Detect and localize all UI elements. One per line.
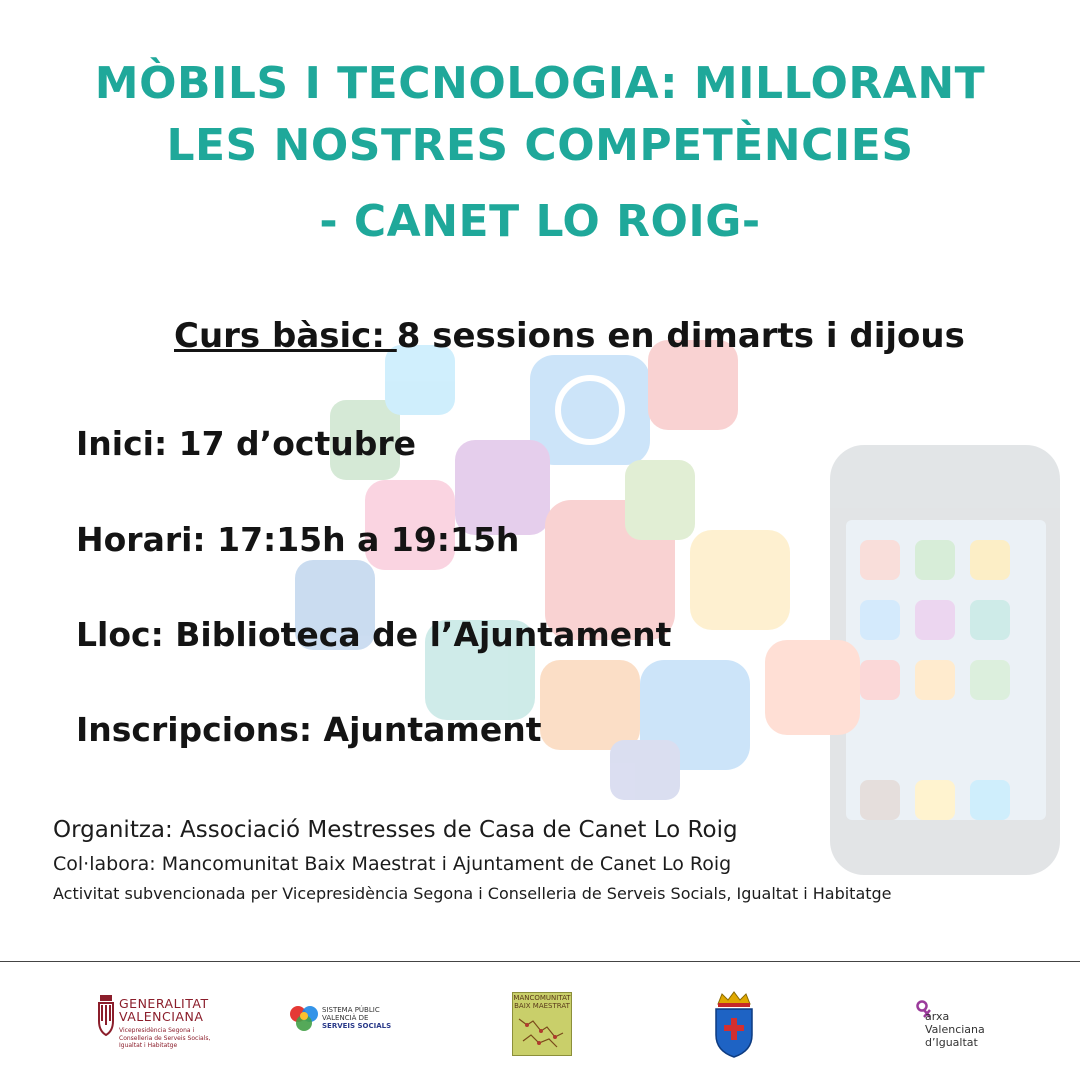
- xarxa-line-2: Valenciana: [925, 1023, 985, 1036]
- title-line-2: LES NOSTRES COMPETÈNCIES: [166, 120, 914, 171]
- mancomunitat-text: [513, 994, 571, 1010]
- registration: Inscripcions: Ajuntament: [76, 710, 542, 749]
- generalitat-valenciana-logo: [97, 993, 217, 1053]
- organizer-credit: Organitza: Associació Mestresses de Casa de Canet Lo Roig: [53, 817, 738, 843]
- serveis-socials-text: [322, 1006, 391, 1030]
- serveis-socials-line-3: SERVEIS SOCIALS: [322, 1022, 392, 1030]
- title-line-1: MÒBILS I TECNOLOGIA: MILLORANT: [94, 58, 986, 109]
- course-label: Curs bàsic:: [174, 316, 397, 356]
- xarxa-valenciana-igualtat-logo: [915, 1000, 1025, 1052]
- generalitat-name: [119, 997, 209, 1023]
- generalitat-name-line-2: VALENCIANA: [119, 1009, 204, 1024]
- funding-credit: Activitat subvencionada per Vicepresidència Segona i Conselleria de Serveis Socials, Igualtat i Habitatge: [53, 884, 892, 903]
- xarxa-line-1: arxa: [925, 1010, 950, 1023]
- mancomunitat-line-2: BAIX MAESTRAT: [514, 1002, 570, 1010]
- start-date: Inici: 17 d’octubre: [76, 424, 416, 463]
- generalitat-department: Vicepresidència Segona i Conselleria de Serveis Socials, Igualtat i Habitatge: [119, 1027, 211, 1049]
- coat-of-arms-icon: [712, 990, 756, 1060]
- mancomunitat-line-1: MANCOMUNITAT: [513, 994, 571, 1002]
- course-sessions: 8 sessions en dimarts i dijous: [396, 316, 965, 356]
- xarxa-text: [925, 1010, 985, 1049]
- mancomunitat-baix-maestrat-logo: [512, 992, 572, 1056]
- serveis-socials-line-1: SISTEMA PÚBLIC: [322, 1006, 380, 1014]
- generalitat-name-line-1: GENERALITAT: [119, 996, 209, 1011]
- xarxa-line-3: d’Igualtat: [925, 1036, 978, 1049]
- serveis-socials-heart-icon: [288, 1004, 320, 1034]
- venue: Lloc: Biblioteca de l’Ajuntament: [76, 615, 672, 654]
- title-location: - CANET LO ROIG-: [319, 196, 761, 247]
- generalitat-emblem-icon: [97, 995, 115, 1039]
- serveis-socials-line-2: VALENCIÀ DE: [322, 1014, 369, 1022]
- course-description: [174, 316, 965, 356]
- schedule: Horari: 17:15h a 19:15h: [76, 520, 520, 559]
- canet-lo-roig-coat-of-arms: [712, 990, 756, 1060]
- serveis-socials-logo: [288, 1002, 408, 1038]
- collaborator-credit: Col·labora: Mancomunitat Baix Maestrat i Ajuntament de Canet Lo Roig: [53, 853, 732, 875]
- footer-divider: [0, 961, 1080, 962]
- mancomunitat-map-icon: [513, 1011, 571, 1055]
